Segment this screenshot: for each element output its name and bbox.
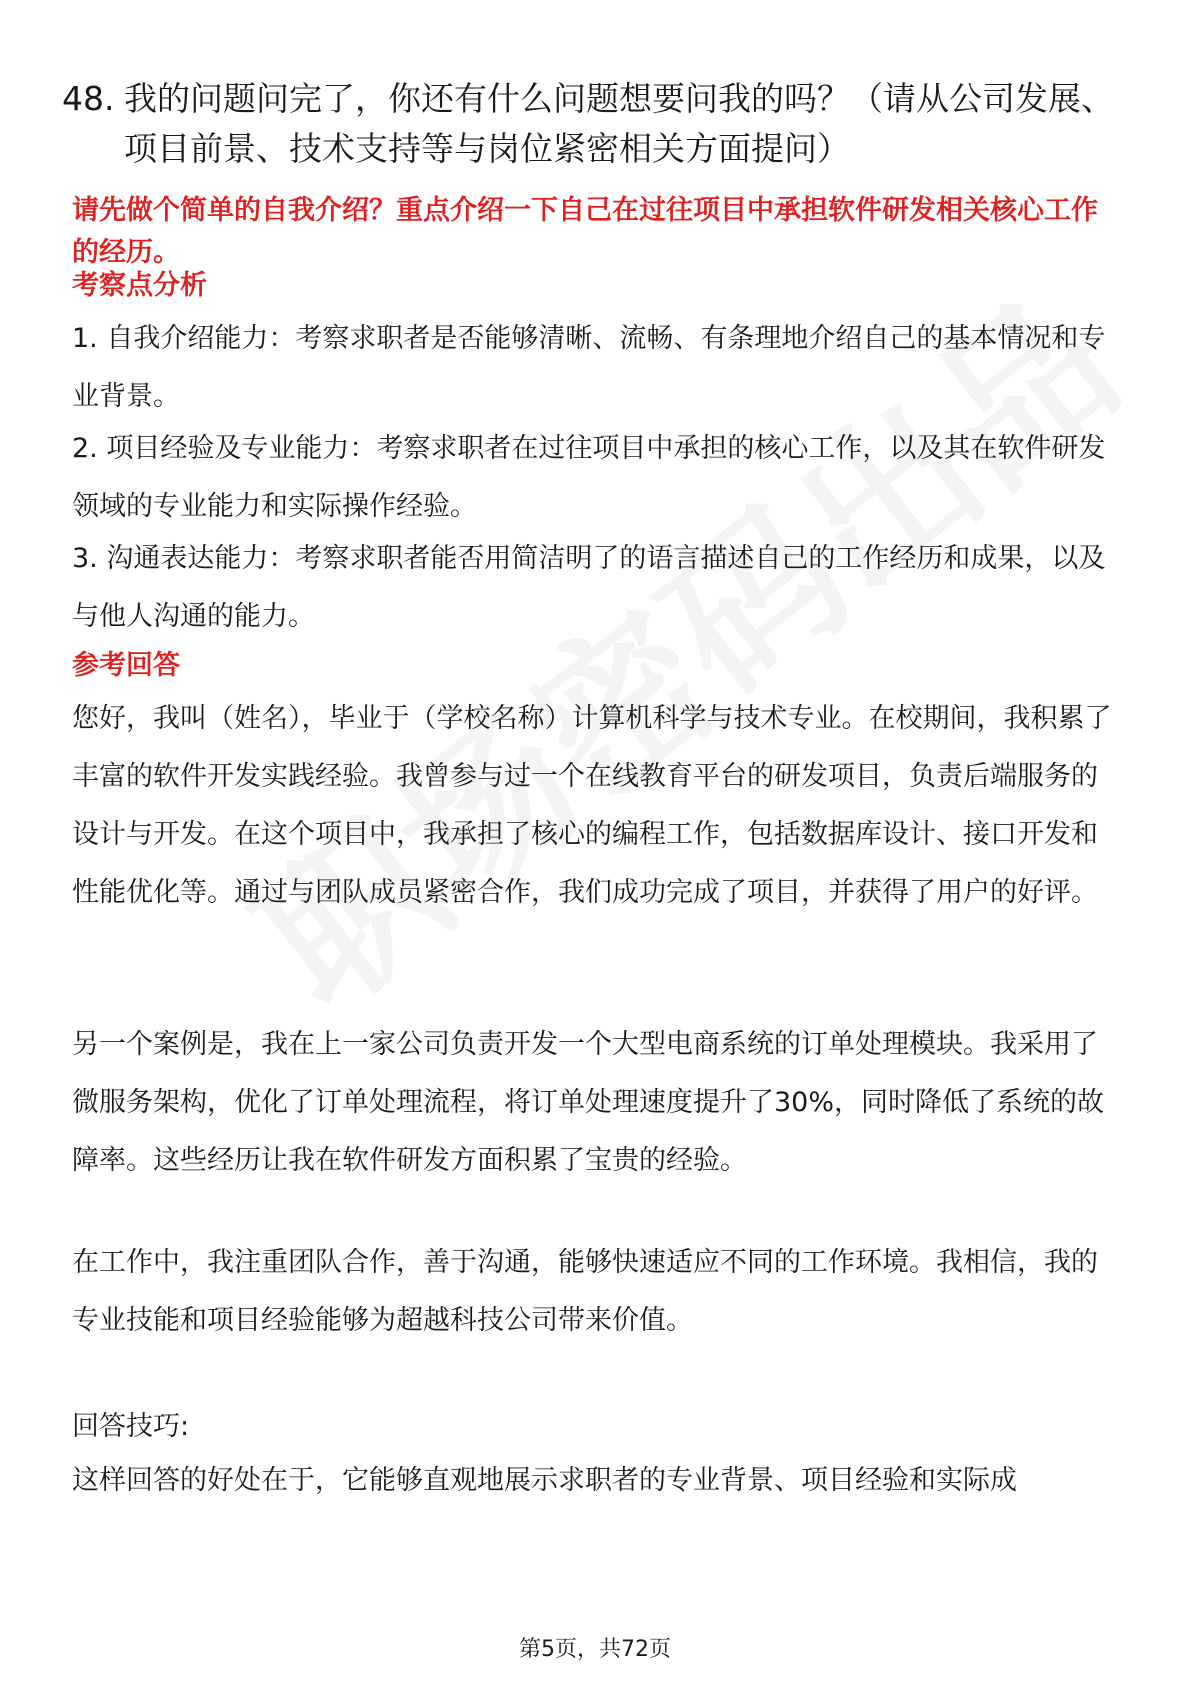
tips-text: 这样回答的好处在于，它能够直观地展示求职者的专业背景、项目经验和实际成 bbox=[72, 1465, 1017, 1496]
question-text: 我的问题问完了，你还有什么问题想要问我的吗？（请从公司发展、项目前景、技术支持等与岗位紧密相关方面提问） bbox=[124, 79, 1114, 168]
interview-question: 请先做个简单的自我介绍？重点介绍一下自己在过往项目中承担软件研发相关核心工作的经历。 bbox=[72, 195, 1098, 268]
answer-paragraph-1: 您好，我叫（姓名），毕业于（学校名称）计算机科学与技术专业。在校期间，我积累了丰富的软件开发实践经验。我曾参与过一个在线教育平台的研发项目，负责后端服务的设计与开发。在这个项目中，我承担了核心的编程工作，包括数据库设计、接口开发和性能优化等。通过与团队成员紧密合作，我们成功完成了项目，并获得了用户的好评。 bbox=[72, 703, 1112, 908]
page-footer: 第5页，共72页 bbox=[519, 1637, 671, 1662]
analysis-title: 考察点分析 bbox=[72, 270, 207, 301]
analysis-item-2: 2. 项目经验及专业能力：考察求职者在过往项目中承担的核心工作，以及其在软件研发领域的专业能力和实际操作经验。 bbox=[72, 433, 1106, 522]
analysis-item-3: 3. 沟通表达能力：考察求职者能否用简洁明了的语言描述自己的工作经历和成果，以及与他人沟通的能力。 bbox=[72, 543, 1106, 632]
question-number: 48. bbox=[62, 79, 115, 118]
answer-title: 参考回答 bbox=[72, 650, 180, 681]
answer-paragraph-2: 另一个案例是，我在上一家公司负责开发一个大型电商系统的订单处理模块。我采用了微服务架构，优化了订单处理流程，将订单处理速度提升了30%，同时降低了系统的故障率。这些经历让我在软件研发方面积累了宝贵的经验。 bbox=[72, 1029, 1105, 1176]
analysis-item-1: 1. 自我介绍能力：考察求职者是否能够清晰、流畅、有条理地介绍自己的基本情况和专业背景。 bbox=[72, 323, 1106, 412]
tips-title: 回答技巧: bbox=[72, 1411, 190, 1442]
question-heading bbox=[62, 74, 1122, 174]
answer-paragraph-3: 在工作中，我注重团队合作，善于沟通，能够快速适应不同的工作环境。我相信，我的专业技能和项目经验能够为超越科技公司带来价值。 bbox=[72, 1247, 1098, 1336]
